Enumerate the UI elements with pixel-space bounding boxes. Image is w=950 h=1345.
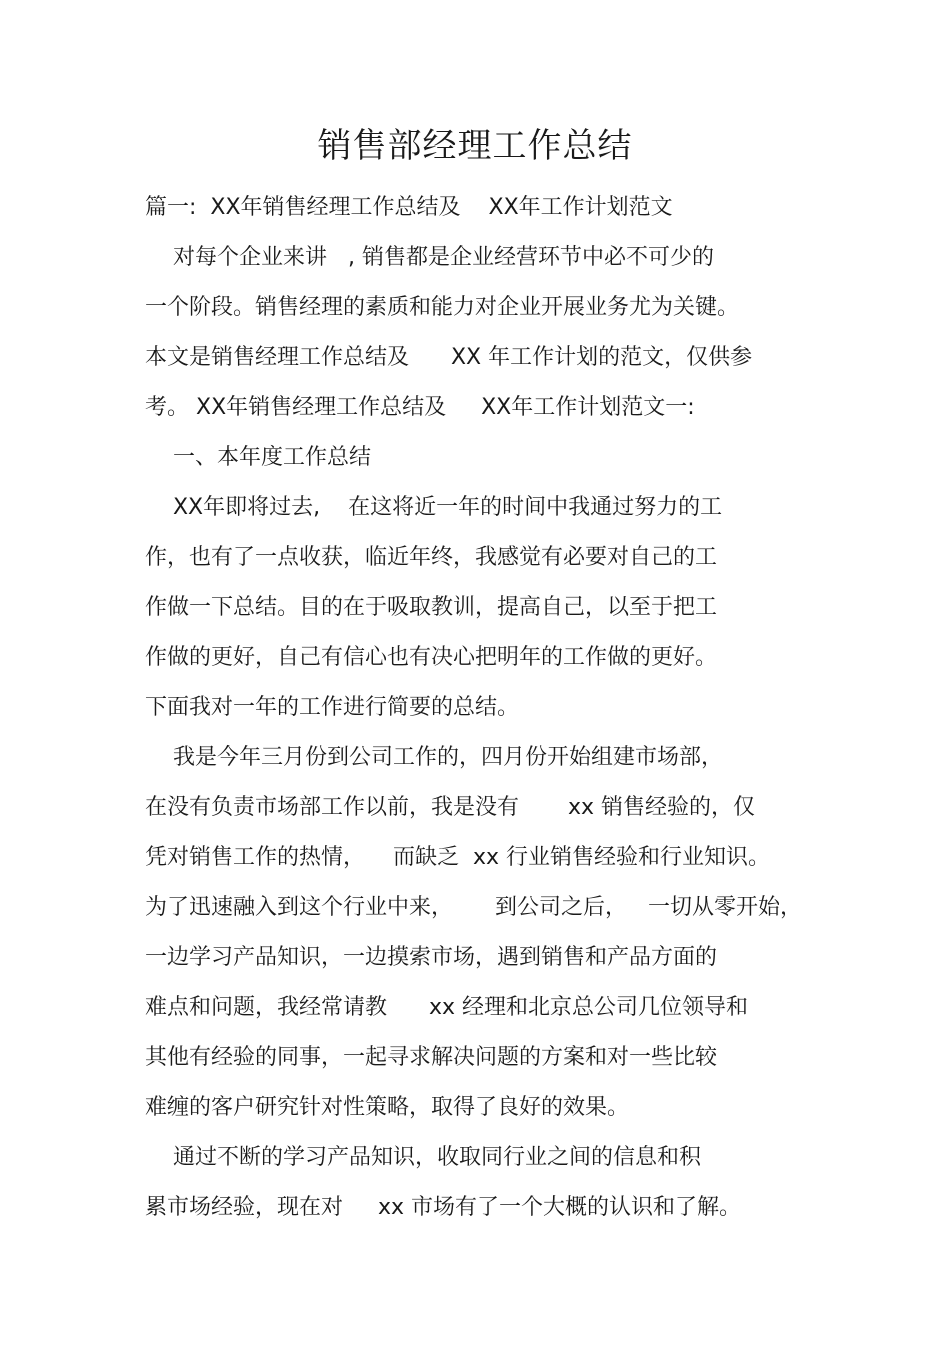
body-line: 难点和问题，我经常请教 xx 经理和北京总公司几位领导和 [145,995,748,1020]
body-line: 考。 XX年销售经理工作总结及 XX年工作计划范文一: [145,395,695,420]
body-line: 通过不断的学习产品知识，收取同行业之间的信息和积 [145,1145,701,1170]
body-line: 一个阶段。销售经理的素质和能力对企业开展业务尤为关键。 [145,295,740,320]
body-line: 对每个企业来讲 , 销售都是企业经营环节中必不可少的 [145,245,714,270]
body-line: 下面我对一年的工作进行简要的总结。 [145,695,520,720]
body-line: 在没有负责市场部工作以前，我是没有 xx 销售经验的，仅 [145,795,755,820]
body-line: 作做的更好，自己有信心也有决心把明年的工作做的更好。 [145,645,718,670]
body-line: 难缠的客户研究针对性策略，取得了良好的效果。 [145,1095,630,1120]
body-line: 作，也有了一点收获，临近年终，我感觉有必要对自己的工 [145,545,718,570]
body-line: 累市场经验，现在对 xx 市场有了一个大概的认识和了解。 [145,1195,741,1220]
body-line: 本文是销售经理工作总结及 XX 年工作计划的范文，仅供参 [145,345,753,370]
body-line: 作做一下总结。目的在于吸取教训，提高自己，以至于把工 [145,595,718,620]
document-title: 销售部经理工作总结 [317,126,633,166]
body-line: 为了迅速融入到这个行业中来， 到公司之后， 一切从零开始， [145,895,802,920]
body-line: XX年即将过去, 在这将近一年的时间中我通过努力的工 [145,495,723,520]
body-line: 一、本年度工作总结 [145,445,371,470]
body-line: 我是今年三月份到公司工作的，四月份开始组建市场部， [145,745,723,770]
body-line: 一边学习产品知识，一边摸索市场，遇到销售和产品方面的 [145,945,718,970]
body-line: 其他有经验的同事，一起寻求解决问题的方案和对一些比较 [145,1045,718,1070]
section-heading: 篇一: XX年销售经理工作总结及 XX年工作计划范文 [145,195,673,220]
body-line: 凭对销售工作的热情， 而缺乏 xx 行业销售经验和行业知识。 [145,845,770,870]
